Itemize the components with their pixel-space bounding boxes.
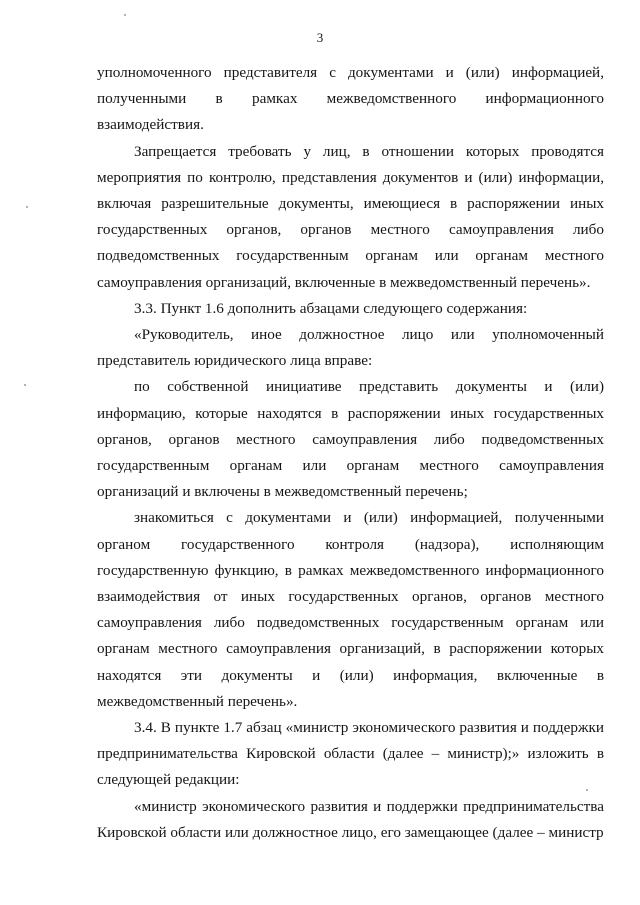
paragraph-clause-3-4: 3.4. В пункте 1.7 абзац «министр экономического развития и поддержки предпринимательства Кировской области (далее – министр);» изложить в следующей редакции: — [97, 719, 604, 789]
paragraph-clause-3-3: 3.3. Пункт 1.6 дополнить абзацами следующего содержания: — [134, 299, 528, 317]
paragraph-minister-new-wording: «министр экономического развития и поддержки предпринимательства Кировской области или должностное лицо, его замещающее (далее – министр — [97, 797, 604, 841]
scan-speck — [24, 384, 26, 386]
paragraph-own-initiative: по собственной инициативе представить документы и (или) информацию, которые находятся в распоряжении иных государственных органов, органов местного самоуправления либо подведомственных государственным органам или органам местного самоуправления организаций и включены в межведомственный перечень; — [97, 378, 604, 501]
document-body — [97, 60, 604, 846]
scan-speck — [124, 14, 126, 16]
paragraph-continuation: уполномоченного представителя с документами и (или) информацией, полученными в рамках межведомственного информационного взаимодействия. — [97, 64, 604, 134]
paragraph-prohibition: Запрещается требовать у лиц, в отношении которых проводятся мероприятия по контролю, представления документов и (или) информации, включая разрешительные документы, имеющиеся в распоряжении иных государственных органов, органов местного самоуправления либо подведомственных государственным органам или органам местного самоуправления организаций, включенные в межведомственный перечень». — [97, 142, 604, 291]
page-number: 3 — [316, 30, 324, 45]
paragraph-representative-rights: «Руководитель, иное должностное лицо или уполномоченный представитель юридического лица вправе: — [97, 326, 604, 370]
scan-speck — [26, 206, 28, 208]
paragraph-familiarize: знакомиться с документами и (или) информацией, полученными органом государственного контроля (надзора), исполняющим государственную функцию, в рамках межведомственного информационного взаимодействия от иных государственных органов, органов местного самоуправления либо подведомственных государственным органам или органам местного самоуправления организаций, в распоряжении которых находятся эти документы и (или) информация, включенные в межведомственный перечень». — [97, 509, 604, 710]
scan-speck — [586, 789, 588, 791]
